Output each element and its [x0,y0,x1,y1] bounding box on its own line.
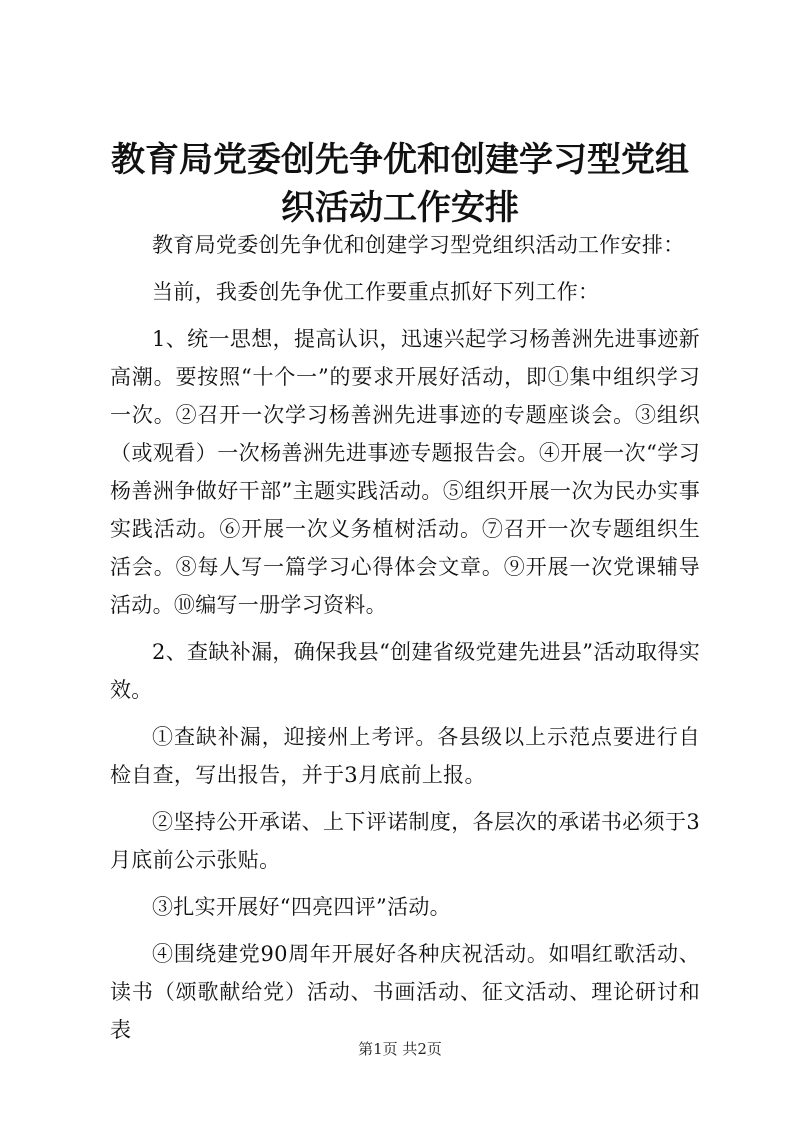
paragraph-item-2: 2、查缺补漏，确保我县“创建省级党建先进县”活动取得实效。 [110,640,700,702]
paragraph-intro: 教育局党委创先争优和创建学习型党组织活动工作安排： [152,233,685,257]
paragraph-subitem-3: ③扎实开展好“四亮四评”活动。 [152,895,451,919]
document-title: 教育局党委创先争优和创建学习型党组织活动工作安排 [111,140,689,228]
document-body [110,226,700,1058]
paragraph-current-work: 当前，我委创先争优工作要重点抓好下列工作： [152,280,600,304]
paragraph-subitem-1: ①查缺补漏，迎接州上考评。各县级以上示范点要进行自检自查，写出报告，并于3月底前上报。 [110,725,700,787]
paragraph-subitem-2: ②坚持公开承诺、上下评诺制度，各层次的承诺书必须于3月底前公示张贴。 [110,810,700,872]
page-footer: 第1页 共2页 [358,1040,442,1058]
paragraph-item-1: 1、统一思想，提高认识，迅速兴起学习杨善洲先进事迹新高潮。要按照“十个一”的要求开展好活动，即①集中组织学习一次。②召开一次学习杨善洲先进事迹的专题座谈会。③组织（或观看）一次杨善洲先进事迹专题报告会。④开展一次“学习杨善洲争做好干部”主题实践活动。⑤组织开展一次为民办实事实践活动。⑥开展一次义务植树活动。⑦召开一次专题组织生活会。⑧每人写一篇学习心得体会文章。⑨开展一次党课辅导活动。⑩编写一册学习资料。 [110,327,700,617]
paragraph-subitem-4: ④围绕建党90周年开展好各种庆祝活动。如唱红歌活动、读书（颂歌献给党）活动、书画活动、征文活动、理论研讨和表 [110,942,700,1042]
